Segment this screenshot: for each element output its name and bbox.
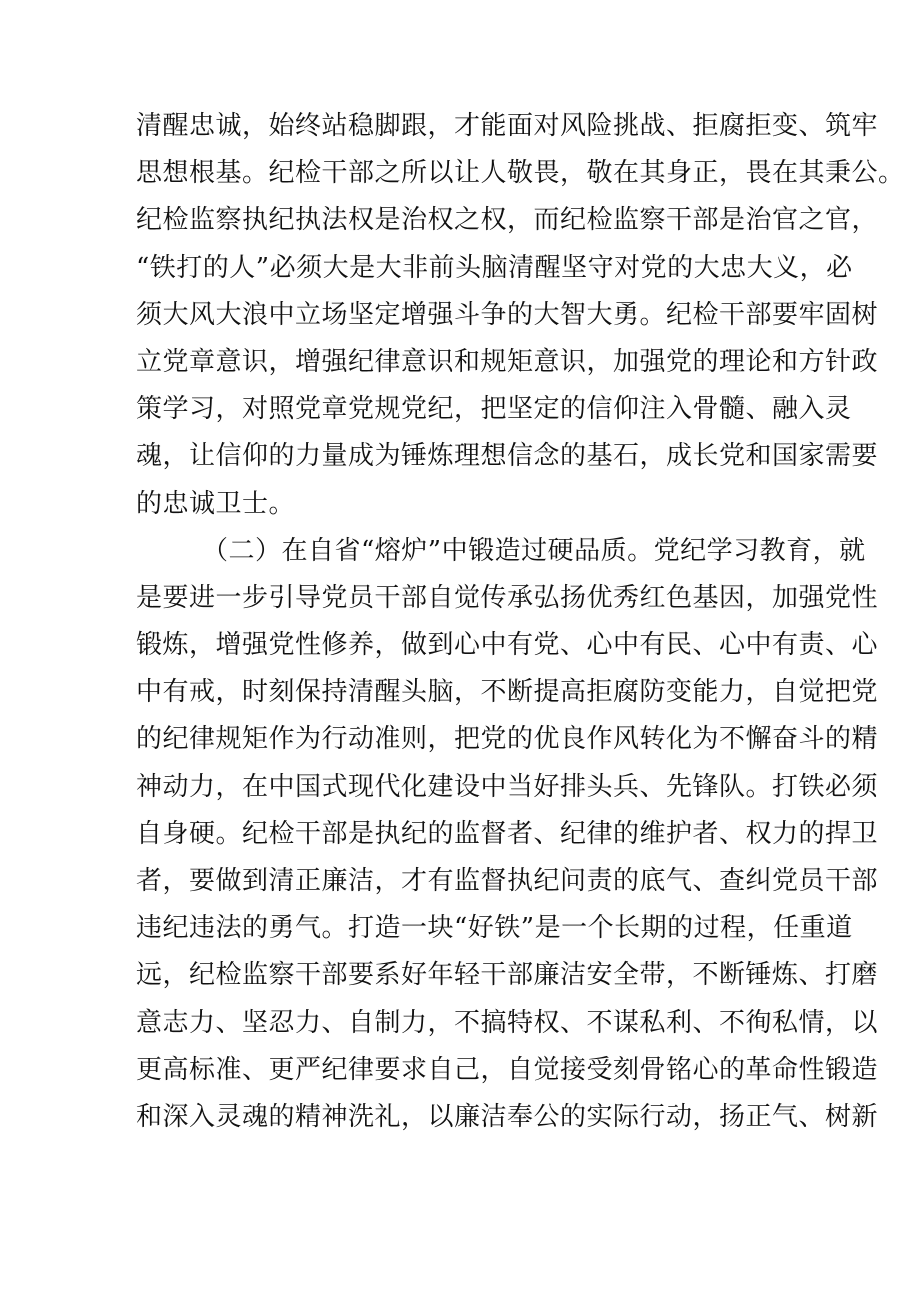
text-line: 神动力，在中国式现代化建设中当好排头兵、先锋队。打铁必须 bbox=[136, 771, 879, 802]
text-line: 更高标准、更严纪律要求自己，自觉接受刻骨铭心的革命性锻造 bbox=[136, 1054, 879, 1085]
text-line: 纪检监察执纪执法权是治权之权，而纪检监察干部是治官之官， bbox=[136, 205, 879, 236]
text-line: 魂，让信仰的力量成为锤炼理想信念的基石，成长党和国家需要 bbox=[136, 441, 879, 472]
section-heading-line: （二）在自省“熔炉”中锻造过硬品质。党纪学习教育，就 bbox=[202, 535, 866, 566]
text-line: 是要进一步引导党员干部自觉传承弘扬优秀红色基因，加强党性 bbox=[136, 582, 879, 613]
text-line: 远，纪检监察干部要系好年轻干部廉洁安全带，不断锤炼、打磨 bbox=[136, 960, 879, 991]
text-line: 思想根基。纪检干部之所以让人敬畏，敬在其身正，畏在其秉公。 bbox=[136, 158, 905, 189]
text-line: “铁打的人”必须大是大非前头脑清醒坚守对党的大忠大义，必 bbox=[136, 252, 853, 283]
text-line: 清醒忠诚，始终站稳脚跟，才能面对风险挑战、拒腐拒变、筑牢 bbox=[136, 111, 879, 141]
text-line: 立党章意识，增强纪律意识和规矩意识，加强党的理论和方针政 bbox=[136, 346, 879, 377]
text-line: 中有戒，时刻保持清醒头脑，不断提高拒腐防变能力，自觉把党 bbox=[136, 677, 879, 708]
text-line: 的纪律规矩作为行动准则，把党的优良作风转化为不懈奋斗的精 bbox=[136, 724, 879, 755]
text-line: 锻炼，增强党性修养，做到心中有党、心中有民、心中有责、心 bbox=[136, 630, 879, 661]
text-line: 的忠诚卫士。 bbox=[136, 488, 296, 519]
text-line: 和深入灵魂的精神洗礼，以廉洁奉公的实际行动，扬正气、树新 bbox=[136, 1101, 879, 1132]
text-line: 策学习，对照党章党规党纪，把坚定的信仰注入骨髓、融入灵 bbox=[136, 394, 852, 425]
text-line: 意志力、坚忍力、自制力，不搞特权、不谋私利、不徇私情，以 bbox=[136, 1007, 879, 1038]
text-line: 须大风大浪中立场坚定增强斗争的大智大勇。纪检干部要牢固树 bbox=[136, 299, 879, 330]
text-line: 者，要做到清正廉洁，才有监督执纪问责的底气、查纠党员干部 bbox=[136, 866, 879, 896]
text-line: 自身硬。纪检干部是执纪的监督者、纪律的维护者、权力的捍卫 bbox=[136, 818, 879, 849]
text-line: 违纪违法的勇气。打造一块“好铁”是一个长期的过程，任重道 bbox=[136, 913, 853, 944]
body-text bbox=[136, 103, 905, 1141]
